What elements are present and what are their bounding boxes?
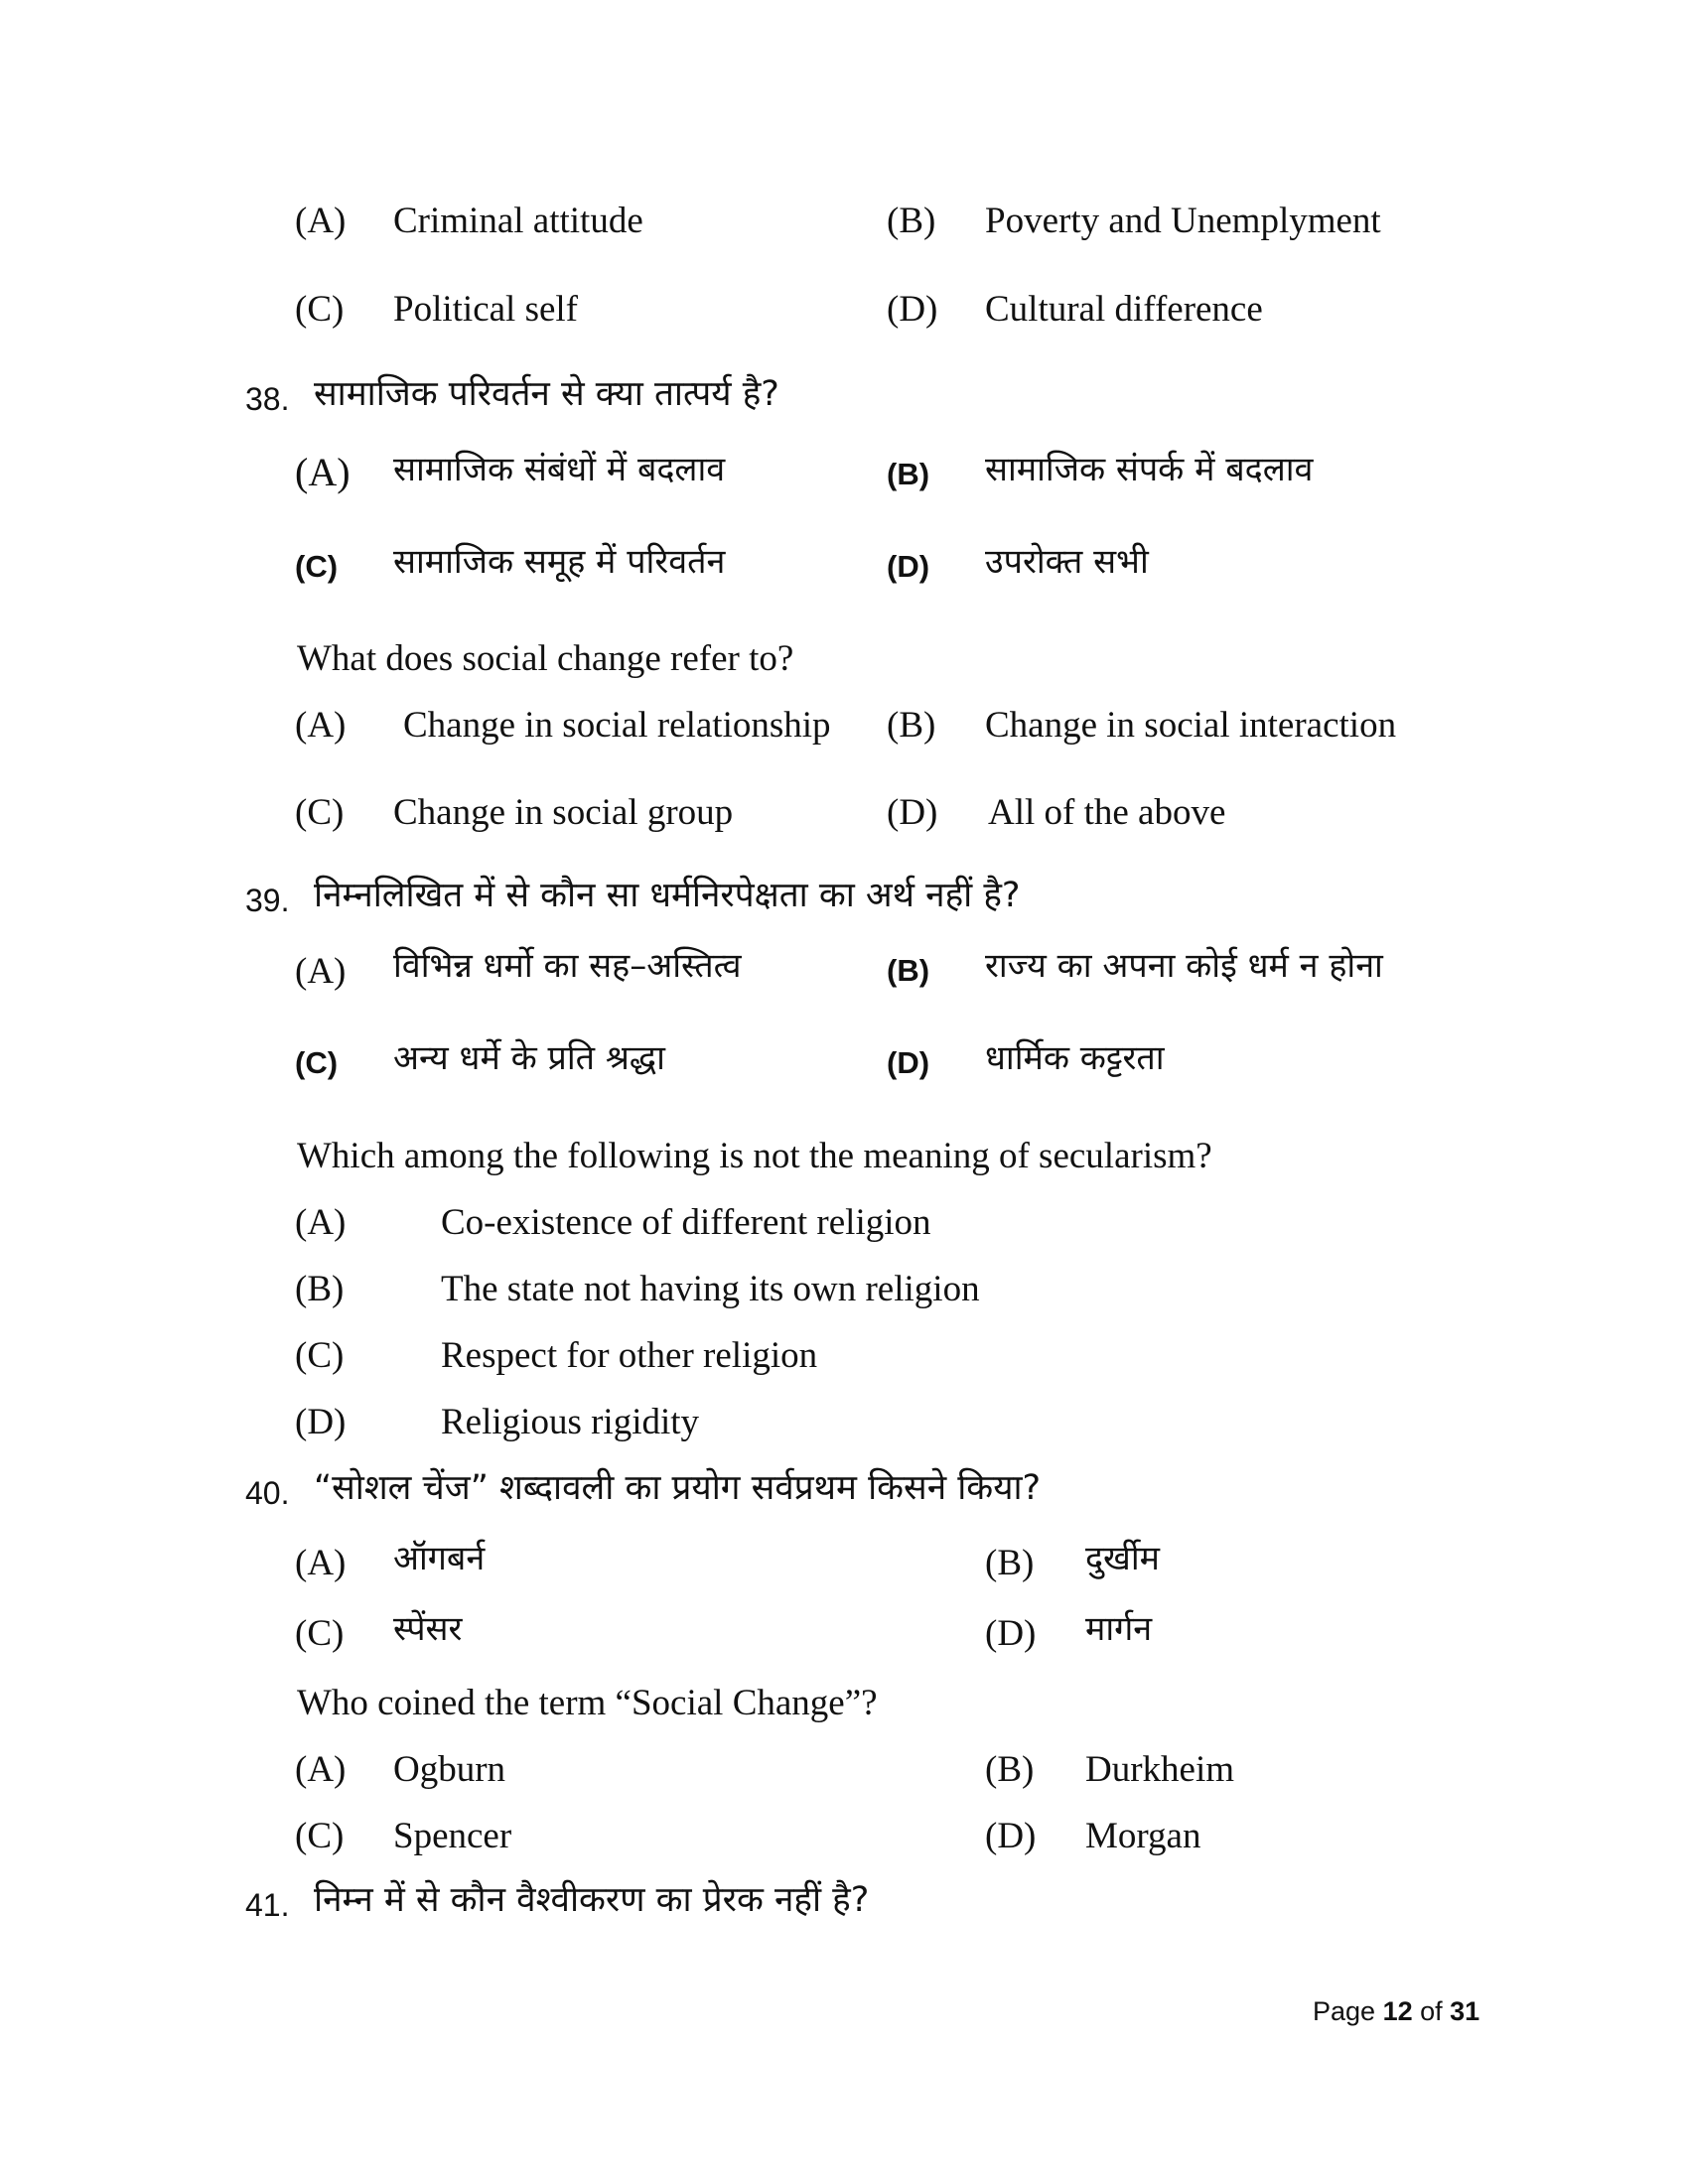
q37-option-c-text: Political self <box>393 289 578 330</box>
q37-option-b-text: Poverty and Unemplyment <box>985 201 1381 241</box>
footer-total-pages: 31 <box>1450 1996 1480 2026</box>
english-option-d-label: (D) <box>985 1816 1037 1856</box>
q37-option-a-label: (A) <box>295 201 347 241</box>
question-text-hindi: निम्नलिखित में से कौन सा धर्मनिरपेक्षता का अर्थ नहीं है? <box>314 876 1021 915</box>
english-option-b-text: The state not having its own religion <box>441 1269 980 1309</box>
q37-option-c-label: (C) <box>295 289 345 330</box>
question-number: 39. <box>245 883 290 918</box>
hindi-option-a-text: विभिन्न धर्मो का सह–अस्तित्व <box>393 946 742 986</box>
q37-option-b-label: (B) <box>887 201 936 241</box>
hindi-option-c-label: (C) <box>295 1613 345 1654</box>
english-option-a-text: Co-existence of different religion <box>441 1202 931 1243</box>
page-number-footer <box>1313 1998 1479 2025</box>
hindi-option-c-text: सामाजिक समूह में परिवर्तन <box>393 542 726 582</box>
hindi-option-b-text: राज्य का अपना कोई धर्म न होना <box>985 946 1383 986</box>
hindi-option-d-text: धार्मिक कट्टरता <box>985 1038 1165 1078</box>
hindi-option-b-label: (B) <box>985 1543 1035 1583</box>
english-option-b-text: Change in social interaction <box>985 705 1397 746</box>
english-option-d-text: Religious rigidity <box>441 1402 700 1442</box>
footer-prefix: Page <box>1313 1996 1383 2026</box>
hindi-option-b-label: (B) <box>887 953 930 988</box>
hindi-option-a-text: सामाजिक संबंधों में बदलाव <box>393 450 726 489</box>
hindi-option-b-label: (B) <box>887 457 930 491</box>
english-option-b-label: (B) <box>887 705 936 746</box>
english-option-c-text: Respect for other religion <box>441 1335 818 1376</box>
hindi-option-d-text: मार्गन <box>1085 1609 1153 1649</box>
english-option-c-text: Spencer <box>393 1816 512 1856</box>
question-text-hindi: सामाजिक परिवर्तन से क्या तात्पर्य है? <box>314 374 779 414</box>
question-number: 40. <box>245 1475 290 1511</box>
question-number: 41. <box>245 1887 290 1923</box>
english-option-b-label: (B) <box>985 1749 1035 1790</box>
footer-middle: of <box>1412 1996 1451 2026</box>
english-option-a-label: (A) <box>295 1202 347 1243</box>
question-text-hindi: “सोशल चेंज” शब्दावली का प्रयोग सर्वप्रथम किसने किया? <box>314 1468 1042 1508</box>
hindi-option-c-label: (C) <box>295 549 339 584</box>
english-option-c-label: (C) <box>295 792 345 833</box>
hindi-option-a-label: (A) <box>295 951 347 992</box>
hindi-option-b-text: सामाजिक संपर्क में बदलाव <box>985 450 1314 489</box>
question-number: 38. <box>245 381 290 417</box>
hindi-option-a-label: (A) <box>295 1543 347 1583</box>
english-option-a-label: (A) <box>295 705 347 746</box>
hindi-option-b-text: दुर्खीम <box>1085 1539 1161 1578</box>
english-option-c-text: Change in social group <box>393 792 734 833</box>
q37-option-a-text: Criminal attitude <box>393 201 643 241</box>
english-option-c-label: (C) <box>295 1816 345 1856</box>
hindi-option-d-label: (D) <box>985 1613 1037 1654</box>
question-text-hindi: निम्न में से कौन वैश्वीकरण का प्रेरक नहीं है? <box>314 1880 870 1920</box>
english-option-d-label: (D) <box>887 792 938 833</box>
hindi-option-c-label: (C) <box>295 1045 339 1080</box>
english-option-a-label: (A) <box>295 1749 347 1790</box>
english-option-d-text: All of the above <box>988 792 1226 833</box>
english-option-c-label: (C) <box>295 1335 345 1376</box>
hindi-option-a-label: (A) <box>295 450 351 494</box>
footer-current-page: 12 <box>1382 1996 1413 2026</box>
hindi-option-a-text: ऑगबर्न <box>393 1539 486 1578</box>
english-option-b-label: (B) <box>295 1269 345 1309</box>
english-option-d-label: (D) <box>295 1402 347 1442</box>
q37-option-d-label: (D) <box>887 289 938 330</box>
hindi-option-d-label: (D) <box>887 1045 930 1080</box>
english-option-b-text: Durkheim <box>1085 1749 1235 1790</box>
english-option-a-text: Change in social relationship <box>403 705 831 746</box>
question-text-english: Who coined the term “Social Change”? <box>297 1683 878 1723</box>
q37-option-d-text: Cultural difference <box>985 289 1263 330</box>
question-text-english: Which among the following is not the meaning of secularism? <box>297 1136 1212 1176</box>
hindi-option-c-text: स्पेंसर <box>393 1609 463 1649</box>
hindi-option-c-text: अन्य धर्मे के प्रति श्रद्धा <box>393 1038 665 1078</box>
english-option-a-text: Ogburn <box>393 1749 506 1790</box>
english-option-d-text: Morgan <box>1085 1816 1201 1856</box>
hindi-option-d-label: (D) <box>887 549 930 584</box>
hindi-option-d-text: उपरोक्त सभी <box>985 542 1149 582</box>
question-text-english: What does social change refer to? <box>297 638 794 679</box>
